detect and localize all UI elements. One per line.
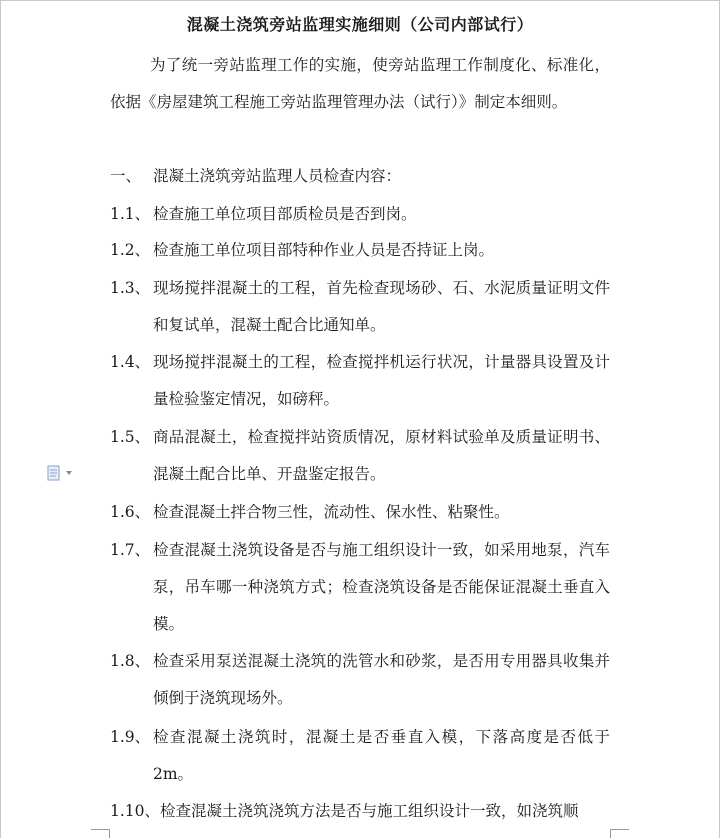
list-item-text: 检查施工单位项目部特种作业人员是否持证上岗。: [153, 241, 495, 259]
list-item-number: 1.10、: [110, 802, 161, 820]
crop-mark: [610, 829, 611, 838]
page-border-top: [0, 0, 720, 1]
list-item: [110, 643, 610, 717]
document-title: 混凝土浇筑旁站监理实施细则（公司内部试行）: [186, 15, 534, 34]
list-item: [110, 793, 610, 830]
list-item-text: 检查混凝土浇筑设备是否与施工组织设计一致，如采用地泵，汽车泵，吊车哪一种浇筑方式；检查浇筑设备是否能保证混凝土垂直入模。: [153, 541, 610, 633]
paste-options-icon[interactable]: [47, 465, 77, 481]
list-item-text: 现场搅拌混凝土的工程，检查搅拌机运行状况，计量器具设置及计量检验鉴定情况，如磅秤。: [153, 353, 610, 408]
list-item-number: 1.2、: [110, 241, 151, 259]
list-item-number: 1.4、: [110, 353, 151, 371]
list-item: [110, 494, 610, 531]
list-item-number: 1.5、: [110, 428, 151, 446]
list-item-number: 1.1、: [110, 205, 151, 223]
list-item-number: 1.3、: [110, 279, 151, 297]
list-item-text: 商品混凝土，检查搅拌站资质情况，原材料试验单及质量证明书、混凝土配合比单、开盘鉴定报告。: [153, 428, 610, 483]
list-item-text: 检查混凝土拌合物三性，流动性、保水性、粘聚性。: [153, 503, 510, 521]
section-number: 一、: [110, 167, 142, 185]
list-item: [110, 719, 610, 793]
list-item-number: 1.8、: [110, 652, 151, 670]
crop-mark: [91, 829, 110, 830]
list-item: [110, 419, 610, 493]
list-item-text: 检查混凝土浇筑浇筑方法是否与施工组织设计一致，如浇筑顺: [160, 802, 579, 820]
list-item-number: 1.7、: [110, 541, 151, 559]
intro-paragraph: 为了统一旁站监理工作的实施，使旁站监理工作制度化、标准化，依据《房屋建筑工程施工旁站监理管理办法（试行）》制定本细则。: [110, 56, 610, 111]
section-heading: [110, 158, 610, 195]
crop-mark: [109, 829, 110, 838]
list-item-number: 1.6、: [110, 503, 151, 521]
list-item: [110, 532, 610, 643]
crop-mark: [610, 829, 629, 830]
list-item-text: 检查采用泵送混凝土浇筑的洗管水和砂浆，是否用专用器具收集并倾倒于浇筑现场外。: [153, 652, 610, 707]
list-item-text: 现场搅拌混凝土的工程，首先检查现场砂、石、水泥质量证明文件和复试单，混凝土配合比通知单。: [153, 279, 610, 334]
list-item: [110, 232, 610, 269]
list-item: [110, 196, 610, 233]
list-item-text: 检查施工单位项目部质检员是否到岗。: [153, 205, 417, 223]
page-border-left: [0, 0, 1, 838]
list-item: [110, 270, 610, 344]
section-text: 混凝土浇筑旁站监理人员检查内容：: [153, 167, 402, 185]
list-item: [110, 344, 610, 418]
list-item-number: 1.9、: [110, 728, 151, 746]
list-item-text: 检查混凝土浇筑时，混凝土是否垂直入模，下落高度是否低于2m。: [153, 728, 610, 783]
